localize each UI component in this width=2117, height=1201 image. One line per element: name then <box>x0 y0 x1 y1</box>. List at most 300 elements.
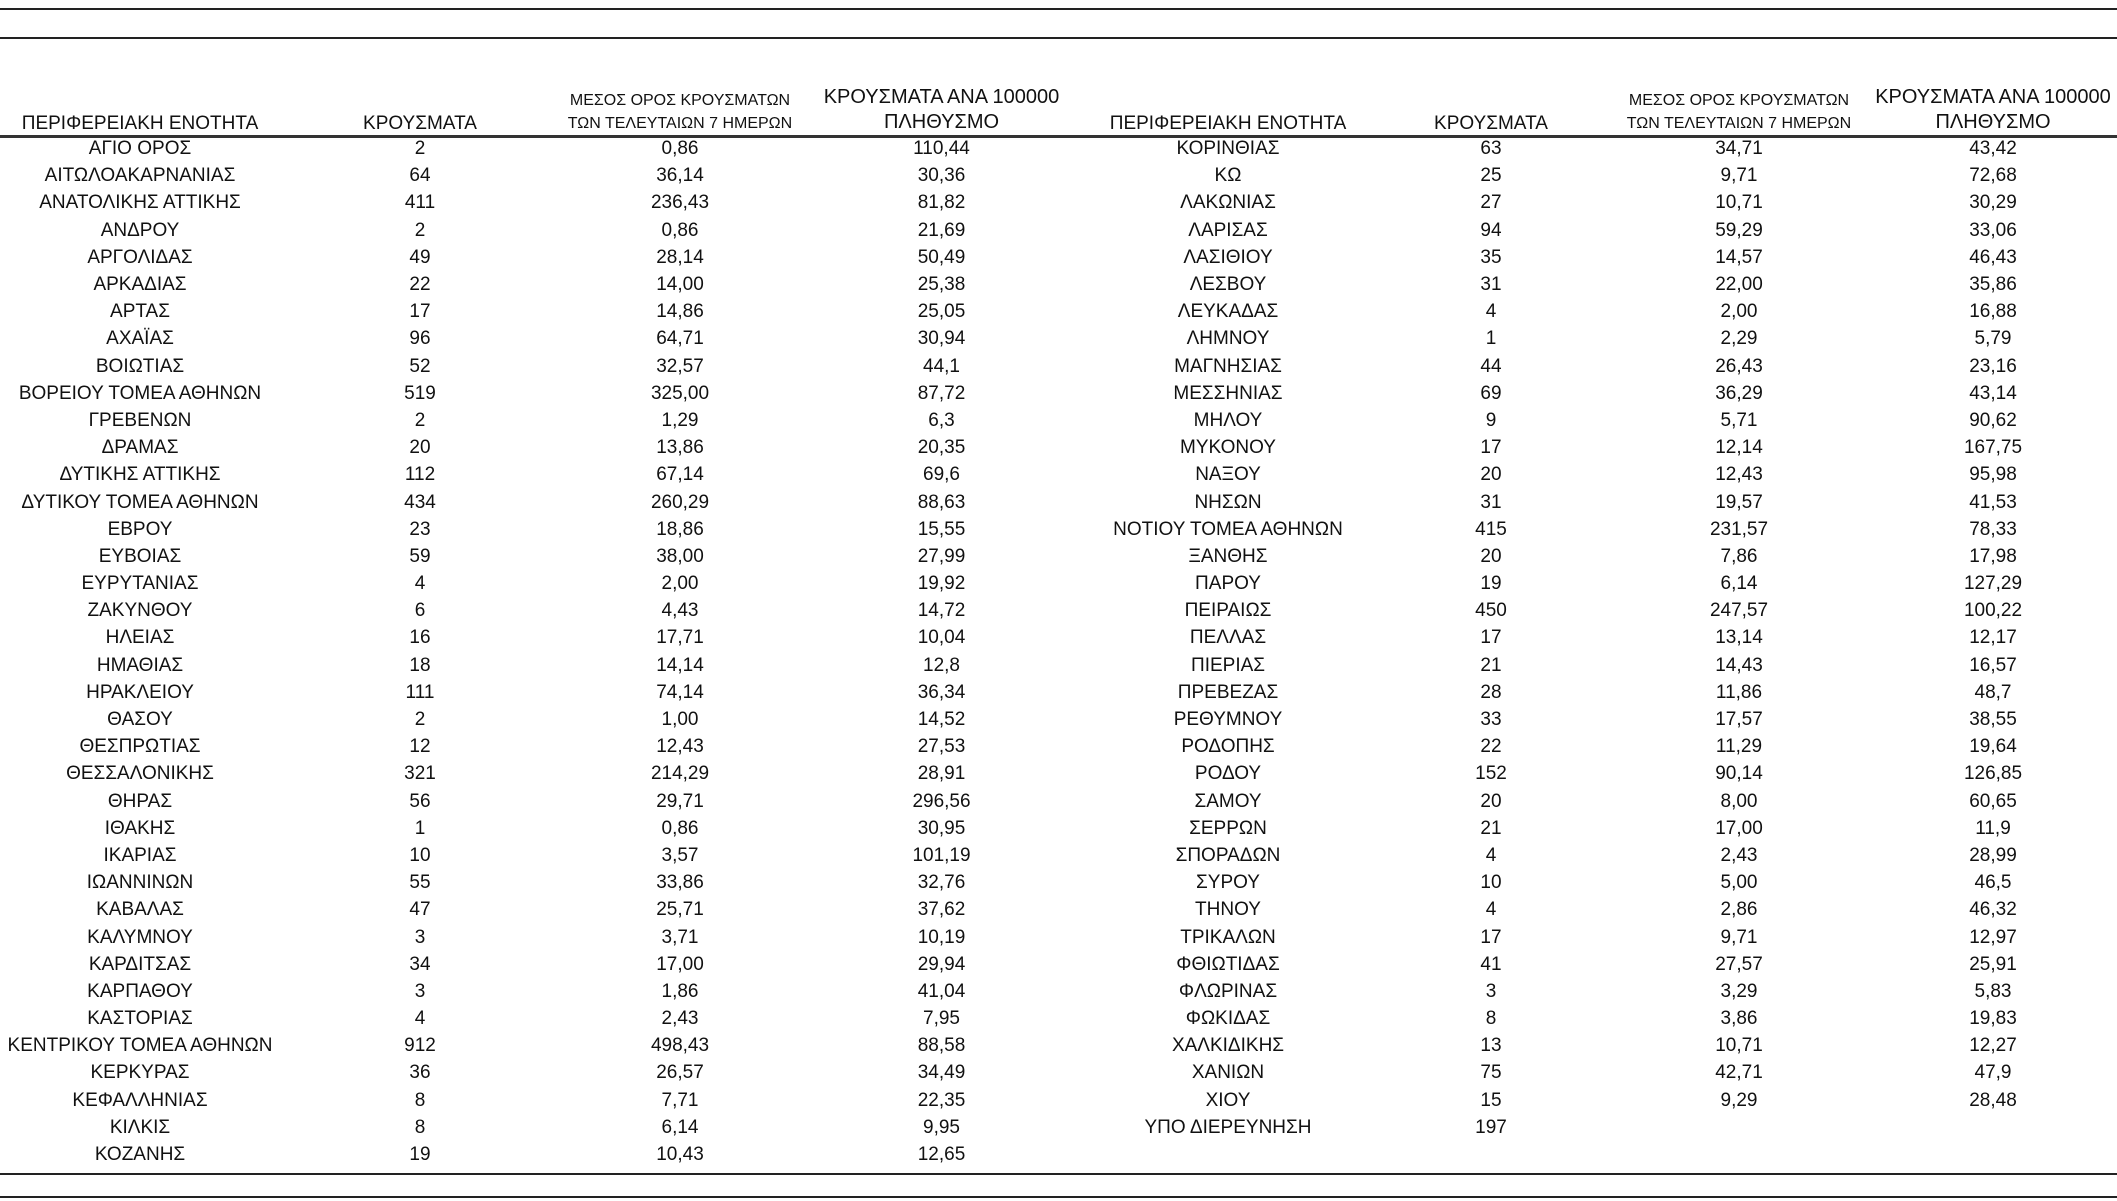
cell-region: ΜΥΚΟΝΟΥ <box>1180 437 1276 459</box>
header-avg-line1: ΜΕΣΟΣ ΟΡΟΣ ΚΡΟΥΣΜΑΤΩΝ <box>569 92 791 109</box>
header-avg <box>560 82 800 135</box>
cell-per-100k: 30,95 <box>917 817 966 839</box>
cell-region: ΣΠΟΡΑΔΩΝ <box>1175 844 1281 866</box>
cell-avg-7days: 2,43 <box>661 1008 699 1030</box>
cell-avg-7days: 67,14 <box>656 464 704 486</box>
cell-avg-7days: 2,00 <box>1720 301 1758 323</box>
table-row <box>0 217 1083 244</box>
table-row <box>0 597 1083 624</box>
cell-region: ΚΕΦΑΛΛΗΝΙΑΣ <box>72 1089 208 1111</box>
cell-cases: 4 <box>1485 301 1497 323</box>
cell-cases: 21 <box>1480 817 1502 839</box>
cell-cases: 2 <box>414 709 426 731</box>
cell-region: ΡΕΘΥΜΝΟΥ <box>1173 709 1283 731</box>
cell-avg-7days: 26,43 <box>1715 355 1763 377</box>
cell-avg-7days: 22,00 <box>1715 274 1763 296</box>
cell-avg-7days: 12,43 <box>1715 464 1763 486</box>
table-row <box>1083 679 2117 706</box>
table-row <box>0 298 1083 325</box>
table-row <box>1083 1032 2117 1059</box>
cell-per-100k: 25,05 <box>917 301 966 323</box>
cell-avg-7days: 325,00 <box>650 382 710 404</box>
cell-cases: 4 <box>1485 844 1497 866</box>
header-avg-line2: ΤΩΝ ΤΕΛΕΥΤΑΙΩΝ 7 ΗΜΕΡΩΝ <box>567 115 793 132</box>
cell-region: ΣΑΜΟΥ <box>1194 790 1262 812</box>
header-per100k <box>800 82 1083 135</box>
cell-cases: 2 <box>414 219 426 241</box>
cell-region: ΓΡΕΒΕΝΩΝ <box>88 409 192 431</box>
cell-avg-7days: 6,14 <box>661 1116 699 1138</box>
header-divider-line <box>0 135 2117 138</box>
header-avg-line1: ΜΕΣΟΣ ΟΡΟΣ ΚΡΟΥΣΜΑΤΩΝ <box>1628 92 1850 109</box>
cell-avg-7days: 12,43 <box>656 736 704 758</box>
table-body-left <box>0 135 1083 1168</box>
cell-region: ΝΟΤΙΟΥ ΤΟΜΕΑ ΑΘΗΝΩΝ <box>1113 518 1343 540</box>
header-cases <box>280 82 560 135</box>
cell-cases: 321 <box>404 763 436 785</box>
table-row <box>1083 652 2117 679</box>
cell-avg-7days: 498,43 <box>650 1035 710 1057</box>
cell-region: ΕΒΡΟΥ <box>107 518 173 540</box>
cell-avg-7days: 17,71 <box>656 627 704 649</box>
cell-per-100k: 6,3 <box>928 409 955 431</box>
cell-avg-7days: 36,14 <box>656 165 704 187</box>
cell-per-100k: 60,65 <box>1969 790 2017 812</box>
cell-per-100k: 46,32 <box>1969 899 2017 921</box>
cell-cases: 450 <box>1475 600 1507 622</box>
cell-avg-7days: 2,29 <box>1720 328 1758 350</box>
table-row <box>1083 298 2117 325</box>
cell-cases: 20 <box>1480 464 1502 486</box>
table-row <box>1083 407 2117 434</box>
header-per-line1: ΚΡΟΥΣΜΑΤΑ ΑΝΑ 100000 <box>1875 86 2111 108</box>
cell-region: ΔΡΑΜΑΣ <box>101 437 179 459</box>
table-row <box>1083 516 2117 543</box>
table-row <box>1083 923 2117 950</box>
cell-region: ΚΕΝΤΡΙΚΟΥ ΤΟΜΕΑ ΑΘΗΝΩΝ <box>7 1035 273 1057</box>
cell-cases: 20 <box>1480 790 1502 812</box>
cell-region: ΑΝΑΤΟΛΙΚΗΣ ΑΤΤΙΚΗΣ <box>39 192 241 214</box>
cell-per-100k: 10,04 <box>917 627 966 649</box>
cell-region: ΑΡΤΑΣ <box>110 301 170 323</box>
cell-per-100k: 15,55 <box>917 518 966 540</box>
cell-per-100k: 101,19 <box>912 844 971 866</box>
cell-avg-7days: 42,71 <box>1715 1062 1763 1084</box>
cell-avg-7days <box>1609 1114 1869 1141</box>
header-cases-label: ΚΡΟΥΣΜΑΤΑ <box>363 113 477 134</box>
cell-cases: 1 <box>1485 328 1497 350</box>
cell-region: ΑΡΓΟΛΙΔΑΣ <box>87 246 193 268</box>
cell-avg-7days: 17,00 <box>1715 817 1763 839</box>
cell-per-100k: 5,83 <box>1974 980 2012 1002</box>
cell-cases: 34 <box>409 953 431 975</box>
cell-region: ΚΑΡΠΑΘΟΥ <box>87 980 193 1002</box>
cell-per-100k: 32,76 <box>917 872 966 894</box>
cell-cases: 111 <box>405 681 435 703</box>
cell-cases: 519 <box>404 382 436 404</box>
cell-avg-7days: 236,43 <box>650 192 710 214</box>
header-region <box>0 82 280 135</box>
header-per-line2: ΠΛΗΘΥΣΜΟ <box>883 111 1000 133</box>
table-row <box>1083 1059 2117 1086</box>
table-row <box>0 624 1083 651</box>
cell-per-100k: 16,88 <box>1969 301 2017 323</box>
table-row <box>0 407 1083 434</box>
cell-region: ΧΙΟΥ <box>1205 1089 1251 1111</box>
top-border-line <box>0 8 2117 10</box>
table-row <box>1083 244 2117 271</box>
cell-avg-7days: 10,71 <box>1715 192 1763 214</box>
cell-avg-7days: 0,86 <box>661 219 699 241</box>
cell-region: ΗΛΕΙΑΣ <box>105 627 175 649</box>
cell-per-100k: 50,49 <box>917 246 966 268</box>
cell-region: ΘΕΣΠΡΩΤΙΑΣ <box>79 736 201 758</box>
table-row <box>0 325 1083 352</box>
cell-cases: 16 <box>409 627 431 649</box>
cell-per-100k: 36,34 <box>917 681 966 703</box>
cell-per-100k: 46,43 <box>1969 246 2017 268</box>
cell-avg-7days: 26,57 <box>656 1062 704 1084</box>
cell-cases: 3 <box>1485 980 1497 1002</box>
cell-per-100k: 19,64 <box>1969 736 2017 758</box>
cell-cases: 69 <box>1480 382 1502 404</box>
header-per100k <box>1869 82 2117 135</box>
cell-avg-7days: 64,71 <box>656 328 704 350</box>
table-row <box>0 516 1083 543</box>
cell-avg-7days: 38,00 <box>656 545 704 567</box>
cell-per-100k: 33,06 <box>1969 219 2017 241</box>
table-row <box>0 380 1083 407</box>
cell-cases: 8 <box>414 1089 426 1111</box>
cell-avg-7days: 90,14 <box>1715 763 1763 785</box>
cell-per-100k <box>1869 1114 2117 1141</box>
cell-cases: 18 <box>409 654 431 676</box>
cell-cases: 912 <box>404 1035 436 1057</box>
cell-cases: 22 <box>409 274 431 296</box>
cell-avg-7days: 3,29 <box>1720 980 1758 1002</box>
cell-per-100k: 43,42 <box>1969 138 2017 160</box>
bottom-border-line <box>0 1173 2117 1175</box>
cell-region: ΚΟΡΙΝΘΙΑΣ <box>1176 138 1280 160</box>
table-row <box>1083 1114 2117 1141</box>
table-row <box>0 461 1083 488</box>
table-row <box>0 1032 1083 1059</box>
cell-avg-7days: 14,86 <box>656 301 704 323</box>
cell-region: ΑΡΚΑΔΙΑΣ <box>93 274 187 296</box>
table-row <box>0 706 1083 733</box>
cell-region: ΝΗΣΩΝ <box>1194 491 1262 513</box>
cell-region: ΧΑΝΙΩΝ <box>1191 1062 1265 1084</box>
cell-avg-7days: 12,14 <box>1715 437 1763 459</box>
cell-per-100k: 78,33 <box>1969 518 2017 540</box>
cell-avg-7days: 8,00 <box>1720 790 1758 812</box>
cell-cases: 4 <box>414 573 426 595</box>
cell-cases: 8 <box>1485 1008 1497 1030</box>
table-row <box>1083 217 2117 244</box>
cell-per-100k: 69,6 <box>923 464 960 486</box>
cell-cases: 31 <box>1480 274 1502 296</box>
table-row <box>0 760 1083 787</box>
cell-cases: 2 <box>414 138 426 160</box>
cell-avg-7days: 0,86 <box>661 817 699 839</box>
cell-per-100k: 30,94 <box>917 328 966 350</box>
cell-region: ΔΥΤΙΚΟΥ ΤΟΜΕΑ ΑΘΗΝΩΝ <box>21 491 259 513</box>
cell-cases: 23 <box>409 518 431 540</box>
cell-region: ΑΧΑΪΑΣ <box>106 328 174 350</box>
cell-per-100k: 11,9 <box>1975 817 2011 839</box>
cell-region: ΦΛΩΡΙΝΑΣ <box>1178 980 1278 1002</box>
cell-cases: 36 <box>409 1062 431 1084</box>
cell-per-100k: 19,83 <box>1969 1008 2017 1030</box>
table-row <box>1083 1087 2117 1114</box>
header-per-line1: ΚΡΟΥΣΜΑΤΑ ΑΝΑ 100000 <box>823 86 1060 108</box>
table-row <box>1083 869 2117 896</box>
cell-avg-7days: 10,43 <box>656 1144 704 1166</box>
header-region-label: ΠΕΡΙΦΕΡΕΙΑΚΗ ΕΝΟΤΗΤΑ <box>21 113 259 134</box>
cell-per-100k: 81,82 <box>917 192 966 214</box>
cell-per-100k: 88,63 <box>917 491 966 513</box>
table-row <box>0 733 1083 760</box>
cell-region: ΕΥΡΥΤΑΝΙΑΣ <box>81 573 199 595</box>
cell-cases: 197 <box>1475 1116 1507 1138</box>
cell-cases: 17 <box>409 301 431 323</box>
table-row <box>1083 978 2117 1005</box>
cell-cases: 8 <box>414 1116 426 1138</box>
cell-cases: 17 <box>1480 926 1502 948</box>
table-row <box>0 1005 1083 1032</box>
cell-cases: 31 <box>1480 491 1502 513</box>
table-row <box>0 1141 1083 1168</box>
table-row <box>1083 380 2117 407</box>
cell-avg-7days: 7,86 <box>1720 545 1758 567</box>
cell-region: ΘΑΣΟΥ <box>107 709 173 731</box>
cell-avg-7days: 29,71 <box>656 790 704 812</box>
cell-cases: 19 <box>409 1144 431 1166</box>
cell-avg-7days: 32,57 <box>656 355 704 377</box>
cell-region: ΦΘΙΩΤΙΔΑΣ <box>1176 953 1280 975</box>
cell-per-100k: 12,97 <box>1969 926 2017 948</box>
header-cases-label: ΚΡΟΥΣΜΑΤΑ <box>1434 113 1548 134</box>
cell-region: ΖΑΚΥΝΘΟΥ <box>87 600 193 622</box>
cell-avg-7days: 5,00 <box>1720 872 1758 894</box>
cell-region: ΝΑΞΟΥ <box>1195 464 1261 486</box>
cell-avg-7days: 17,57 <box>1715 709 1763 731</box>
table-row <box>1083 135 2117 162</box>
cell-cases: 152 <box>1475 763 1507 785</box>
cell-region: ΠΑΡΟΥ <box>1195 573 1261 595</box>
table-row <box>1083 597 2117 624</box>
cell-per-100k: 126,85 <box>1963 763 2023 785</box>
cell-cases: 21 <box>1480 654 1502 676</box>
cell-avg-7days: 18,86 <box>656 518 704 540</box>
cell-avg-7days: 9,71 <box>1720 165 1758 187</box>
cell-per-100k: 30,36 <box>917 165 966 187</box>
cell-region: ΠΕΙΡΑΙΩΣ <box>1184 600 1272 622</box>
cell-cases: 15 <box>1480 1089 1502 1111</box>
cell-cases: 20 <box>409 437 431 459</box>
table-row <box>0 244 1083 271</box>
cell-region: ΗΜΑΘΙΑΣ <box>96 654 184 676</box>
table-header-right <box>1083 82 2117 135</box>
cell-cases: 27 <box>1480 192 1502 214</box>
cell-avg-7days: 2,86 <box>1720 899 1758 921</box>
cell-region: ΛΑΣΙΘΙΟΥ <box>1183 246 1273 268</box>
cell-per-100k: 12,27 <box>1969 1035 2017 1057</box>
table-row <box>0 570 1083 597</box>
cell-avg-7days: 13,14 <box>1715 627 1763 649</box>
cell-cases: 49 <box>409 246 431 268</box>
table-row <box>1083 896 2117 923</box>
cell-cases: 75 <box>1480 1062 1502 1084</box>
table-row <box>0 189 1083 216</box>
cell-cases: 6 <box>414 600 426 622</box>
cell-per-100k: 23,16 <box>1969 355 2017 377</box>
cell-region: ΜΕΣΣΗΝΙΑΣ <box>1173 382 1283 404</box>
cell-region: ΤΡΙΚΑΛΩΝ <box>1180 926 1276 948</box>
cell-per-100k: 25,91 <box>1969 953 2017 975</box>
cell-avg-7days: 14,43 <box>1715 654 1763 676</box>
table-row <box>0 1059 1083 1086</box>
cell-avg-7days: 1,29 <box>661 409 699 431</box>
cell-per-100k: 95,98 <box>1969 464 2017 486</box>
cell-per-100k: 27,53 <box>917 736 966 758</box>
table-row <box>1083 162 2117 189</box>
cell-cases: 63 <box>1480 138 1502 160</box>
table-row <box>0 679 1083 706</box>
cell-avg-7days: 214,29 <box>650 763 710 785</box>
cell-cases: 96 <box>409 328 431 350</box>
cell-per-100k: 21,69 <box>917 219 966 241</box>
cell-avg-7days: 14,14 <box>656 654 704 676</box>
table-row <box>1083 570 2117 597</box>
cell-region: ΙΚΑΡΙΑΣ <box>103 844 177 866</box>
table-row <box>1083 815 2117 842</box>
cell-avg-7days: 6,14 <box>1720 573 1758 595</box>
cell-region: ΕΥΒΟΙΑΣ <box>98 545 182 567</box>
cell-cases: 4 <box>414 1008 426 1030</box>
table-row <box>1083 488 2117 515</box>
cell-region: ΚΑΡΔΙΤΣΑΣ <box>88 953 192 975</box>
cell-per-100k: 72,68 <box>1969 165 2017 187</box>
cell-per-100k: 12,17 <box>1969 627 2017 649</box>
table-row <box>0 869 1083 896</box>
cell-per-100k: 22,35 <box>917 1089 966 1111</box>
cell-avg-7days: 4,43 <box>661 600 699 622</box>
header-region-label: ΠΕΡΙΦΕΡΕΙΑΚΗ ΕΝΟΤΗΤΑ <box>1109 113 1347 134</box>
cell-per-100k: 167,75 <box>1963 437 2023 459</box>
cell-cases: 415 <box>1475 518 1507 540</box>
cell-cases: 17 <box>1480 437 1502 459</box>
table-row <box>0 652 1083 679</box>
cell-region: ΑΓΙΟ ΟΡΟΣ <box>88 138 192 160</box>
table-row <box>0 923 1083 950</box>
cell-avg-7days: 5,71 <box>1720 409 1758 431</box>
cell-per-100k: 37,62 <box>917 899 966 921</box>
cell-cases: 3 <box>414 926 426 948</box>
table-row <box>0 951 1083 978</box>
table-row <box>0 434 1083 461</box>
cell-per-100k: 296,56 <box>912 790 971 812</box>
cell-per-100k: 34,49 <box>917 1062 966 1084</box>
table-row <box>1083 760 2117 787</box>
cell-per-100k: 88,58 <box>917 1035 966 1057</box>
top-border-line-inner <box>0 37 2117 39</box>
cell-avg-7days: 7,71 <box>661 1089 699 1111</box>
cell-cases: 4 <box>1485 899 1497 921</box>
table-row <box>0 488 1083 515</box>
cell-avg-7days: 10,71 <box>1715 1035 1763 1057</box>
cell-cases: 10 <box>1480 872 1502 894</box>
cell-per-100k: 7,95 <box>923 1008 960 1030</box>
table-row <box>1083 951 2117 978</box>
cell-cases: 55 <box>409 872 431 894</box>
cell-avg-7days: 25,71 <box>656 899 704 921</box>
table-row <box>1083 842 2117 869</box>
cell-per-100k: 17,98 <box>1969 545 2017 567</box>
cell-region: ΛΑΚΩΝΙΑΣ <box>1180 192 1276 214</box>
cell-avg-7days: 231,57 <box>1709 518 1769 540</box>
table-row <box>0 842 1083 869</box>
cell-cases: 19 <box>1480 573 1502 595</box>
cell-avg-7days: 13,86 <box>656 437 704 459</box>
cell-region: ΚΟΖΑΝΗΣ <box>94 1144 186 1166</box>
table-row <box>1083 189 2117 216</box>
cell-region: ΠΙΕΡΙΑΣ <box>1190 654 1266 676</box>
cell-region: ΧΑΛΚΙΔΙΚΗΣ <box>1171 1035 1285 1057</box>
header-cases <box>1373 82 1609 135</box>
cell-avg-7days: 11,29 <box>1715 736 1763 758</box>
table-row <box>1083 706 2117 733</box>
cell-avg-7days: 247,57 <box>1709 600 1769 622</box>
table-row <box>1083 271 2117 298</box>
cell-avg-7days: 260,29 <box>650 491 710 513</box>
cell-region: ΥΠΟ ΔΙΕΡΕΥΝΗΣΗ <box>1144 1116 1312 1138</box>
cell-per-100k: 41,04 <box>917 980 966 1002</box>
cell-region: ΜΗΛΟΥ <box>1193 409 1263 431</box>
cell-avg-7days: 14,00 <box>656 274 704 296</box>
cell-region: ΙΘΑΚΗΣ <box>104 817 176 839</box>
cell-region: ΦΩΚΙΔΑΣ <box>1185 1008 1271 1030</box>
cell-cases: 1 <box>414 817 426 839</box>
header-avg-line2: ΤΩΝ ΤΕΛΕΥΤΑΙΩΝ 7 ΗΜΕΡΩΝ <box>1626 115 1852 132</box>
cell-avg-7days: 3,86 <box>1720 1008 1758 1030</box>
cell-per-100k: 12,65 <box>917 1144 966 1166</box>
cell-avg-7days: 11,86 <box>1715 681 1763 703</box>
header-per-line2: ΠΛΗΘΥΣΜΟ <box>1935 111 2051 133</box>
cell-region: ΛΕΥΚΑΔΑΣ <box>1177 301 1279 323</box>
cell-region: ΛΕΣΒΟΥ <box>1189 274 1267 296</box>
cell-cases: 41 <box>1480 953 1502 975</box>
cell-cases: 2 <box>414 409 426 431</box>
cell-region: ΡΟΔΟΠΗΣ <box>1181 736 1275 758</box>
table-row <box>0 543 1083 570</box>
cell-per-100k: 30,29 <box>1969 192 2017 214</box>
cell-cases: 47 <box>409 899 431 921</box>
table-row <box>1083 434 2117 461</box>
cell-region: ΗΡΑΚΛΕΙΟΥ <box>86 681 194 703</box>
cell-per-100k: 12,8 <box>923 654 960 676</box>
cell-per-100k: 100,22 <box>1963 600 2023 622</box>
cell-region: ΑΝΔΡΟΥ <box>100 219 180 241</box>
cell-region: ΘΕΣΣΑΛΟΝΙΚΗΣ <box>66 763 214 785</box>
cell-per-100k: 28,48 <box>1969 1089 2017 1111</box>
cell-region: ΞΑΝΘΗΣ <box>1188 545 1268 567</box>
cell-per-100k: 44,1 <box>923 355 960 377</box>
cell-per-100k: 41,53 <box>1969 491 2017 513</box>
cell-avg-7days: 74,14 <box>656 681 704 703</box>
cell-cases: 20 <box>1480 545 1502 567</box>
cell-region: ΚΩ <box>1214 165 1242 187</box>
